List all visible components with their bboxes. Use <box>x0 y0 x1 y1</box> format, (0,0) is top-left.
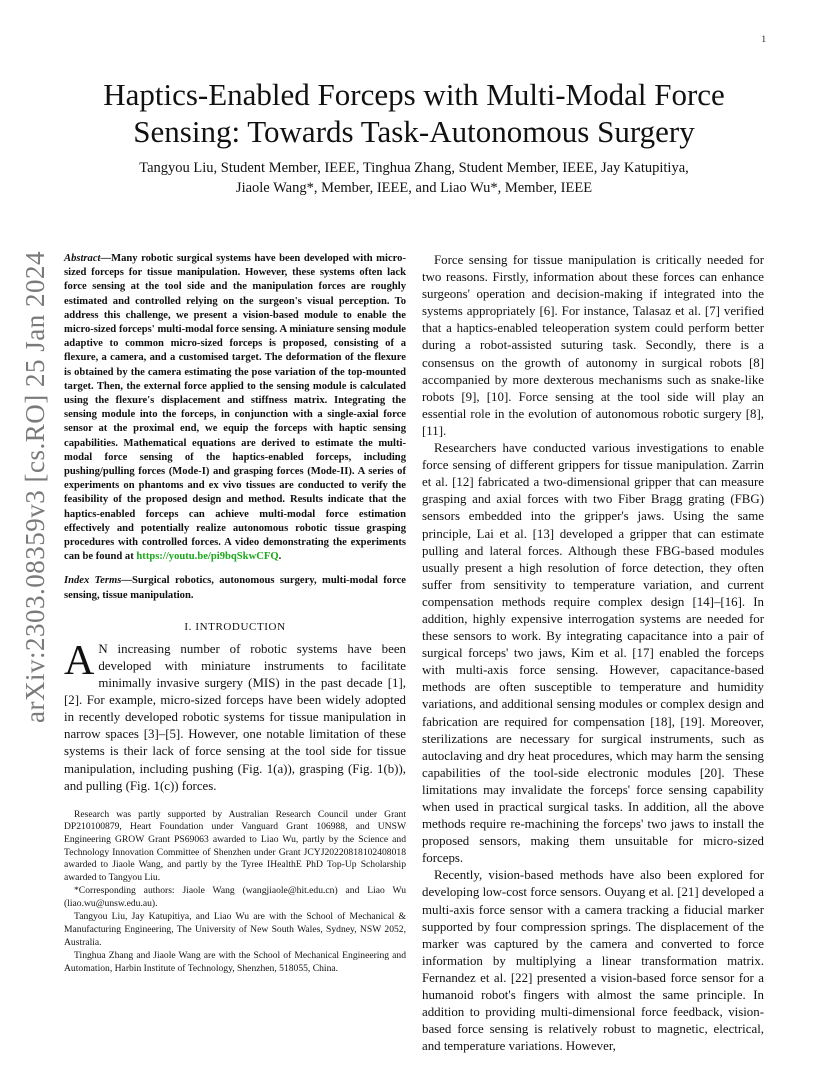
author-list <box>60 158 768 198</box>
index-terms-text: —Surgical robotics, autonomous surgery, multi-modal force sensing, tissue manipulation. <box>64 575 406 601</box>
authors-line-1: Tangyou Liu, Student Member, IEEE, Tinghua Zhang, Student Member, IEEE, Jay Katupitiya, <box>139 160 689 176</box>
video-link[interactable]: https://youtu.be/pi9bqSkwCFQ <box>136 551 279 563</box>
intro-paragraph <box>64 637 406 795</box>
abstract-end: . <box>278 551 282 563</box>
abstract <box>64 252 406 564</box>
arxiv-stamp: arXiv:2303.08359v3 [cs.RO] 25 Jan 2024 <box>20 251 50 723</box>
section-heading-introduction: I. INTRODUCTION <box>184 620 286 633</box>
footnote-funding: Research was partly supported by Australian Research Council under Grant DP210100879, Heart Foundation under Vanguard Grant 106988, and UNSW Engineering GROW Grant PS69063 awarded to Liao Wu, partly by the Science and Technology Innovation Committee of Shenzhen under Grant JCYJ20220818102408018 awarded to Jiaole Wang, and partly by the Tyree IHealthE PhD Top-Up Scholarship awarded to Tangyou Liu. <box>64 808 406 883</box>
left-column <box>64 252 406 976</box>
abstract-text: —Many robotic surgical systems have been developed with micro-sized forceps for tissue manipulation. However, these systems often lack force sensing at the tool side and the manipulation forces are roughly estimated and controlled relying on the surgeon's visual perception. To address this challenge, we present a vision-based module to enable the micro-sized forceps' multi-modal force sensing. A miniature sensing module adaptive to common micro-sized forceps is proposed, consisting of a flexure, a camera, and a customised target. The deformation of the flexure is obtained by the camera estimating the pose variation of the top-mounted target. Then, the external force applied to the sensing module is calculated using the flexure's displacement and stiffness matrix. Integrating the sensing module into the forceps, in conjunction with a single-axial force sensor at the proximal end, we equip the forceps with haptic sensing capabilities. Mathematical equations are derived to estimate the multi-modal force sensing of the haptics-enabled forceps, including pushing/pulling forces (Mode-I) and grasping forces (Mode-II). A series of experiments on phantoms and ex vivo tissues are conducted to verify the feasibility of the proposed design and method. Results indicate that the haptics-enabled forceps can achieve multi-modal force estimation effectively and potentially realize autonomous robotic tissue grasping procedures with controlled forces. A video demonstrating the experiments can be found at <box>64 253 406 563</box>
body-paragraph: Researchers have conducted various investigations to enable force sensing of different grippers for tissue manipulation. Zarrin et al. [12] fabricated a two-dimensional gripper that can measure grasping and axial forces with two Fiber Bragg grating (FBG) sensors embedded into the gripper's jaws. Using the same principle, Lai et al. [13] developed a gripper that can estimate pulling and lateral forces. Although these FBG-based modules usually present a high resolution of force detection, they often suffer from sensitivity to temperature variation, and current compensation methods require complex design [14]–[16]. In addition, highly expensive interrogation systems are needed for these sensors to work. By integrating capacitance into a pair of surgical forceps' two jaws, Kim et al. [17] enabled the forceps with multi-axis force sensing. However, capacitance-based methods are often susceptible to temperature and humidity variations, and additional sensing modules or complex design and fabrication are required for compensation [18], [19]. Moreover, sterilizations are necessary for surgical instruments, such as autoclaving and dry heat procedures, which may harm the sensing capabilities of the tool-side electronic modules [20]. These limitations may invalidate the forceps' force sensing capability when used in practical surgical tasks. In addition, all the above methods require re-machining the forceps' two jaws to install the proposed sensors, making them unsuitable for micro-sized forceps. <box>422 441 764 866</box>
footnotes <box>64 809 406 976</box>
footnote-corresponding: *Corresponding authors: Jiaole Wang (wangjiaole@hit.edu.cn) and Liao Wu (liao.wu@unsw.edu.au). <box>64 885 406 909</box>
paper-title: Haptics-Enabled Forceps with Multi-Modal Force Sensing: Towards Task-Autonomous Surgery <box>103 77 725 149</box>
right-column <box>422 252 764 1055</box>
abstract-lead: Abstract <box>64 253 101 264</box>
intro-text: N increasing number of robotic systems have been developed with miniature instruments to facilitate minimally invasive surgery (MIS) in the past decade [1], [2]. For example, micro-sized forceps have been widely adopted in recently developed robotic systems for tissue manipulation in narrow spaces [3]–[5]. However, one notable limitation of these systems is their lack of force sensing at the tool side for tissue manipulation, including pushing (Fig. 1(a)), grasping (Fig. 1(b)), and pulling (Fig. 1(c)) forces. <box>64 641 406 793</box>
footnote-affiliation-unsw: Tangyou Liu, Jay Katupitiya, and Liao Wu are with the School of Mechanical & Manufacturing Engineering, The University of New South Wales, Sydney, NSW 2052, Australia. <box>64 911 406 948</box>
footnote-affiliation-hit: Tinghua Zhang and Jiaole Wang are with the School of Mechanical Engineering and Automation, Harbin Institute of Technology, Shenzhen, 518055, China. <box>64 950 406 974</box>
body-paragraph: Force sensing for tissue manipulation is critically needed for two reasons. Firstly, information about these forces can enhance surgeons' operation and decision-making if integrated into the systems appropriately [6]. For instance, Talasaz et al. [7] verified that a haptics-enabled teleoperation system could perform better during a robot-assisted suturing task. Secondly, there is a consensus on the growth of autonomy in surgical robots [8] accompanied by more dexterous mechanisms such as snake-like robots [9], [10]. Force sensing at the tool side will play an essential role in the evolution of autonomous robotic surgery [8], [11]. <box>422 253 764 438</box>
index-terms <box>64 574 406 602</box>
authors-line-2: Jiaole Wang*, Member, IEEE, and Liao Wu*, Member, IEEE <box>235 180 593 196</box>
index-terms-lead: Index Terms <box>64 575 122 587</box>
page-number: 1 <box>761 34 766 44</box>
drop-cap: A <box>64 637 95 684</box>
body-paragraph: Recently, vision-based methods have also been explored for developing low-cost force sensors. Ouyang et al. [21] developed a multi-axis force sensor with a camera tracking a fiducial marker supported by four compression springs. The displacement of the marker was captured by the camera and converted to force information by multiplying a linear transformation matrix. Fernandez et al. [22] presented a vision-based force sensor for a humanoid robot's fingers with almost the same principle. In addition to providing multi-dimensional force feedback, vision-based force sensing is relatively robust to magnetic, electrical, and temperature variations. However, <box>422 868 764 1054</box>
